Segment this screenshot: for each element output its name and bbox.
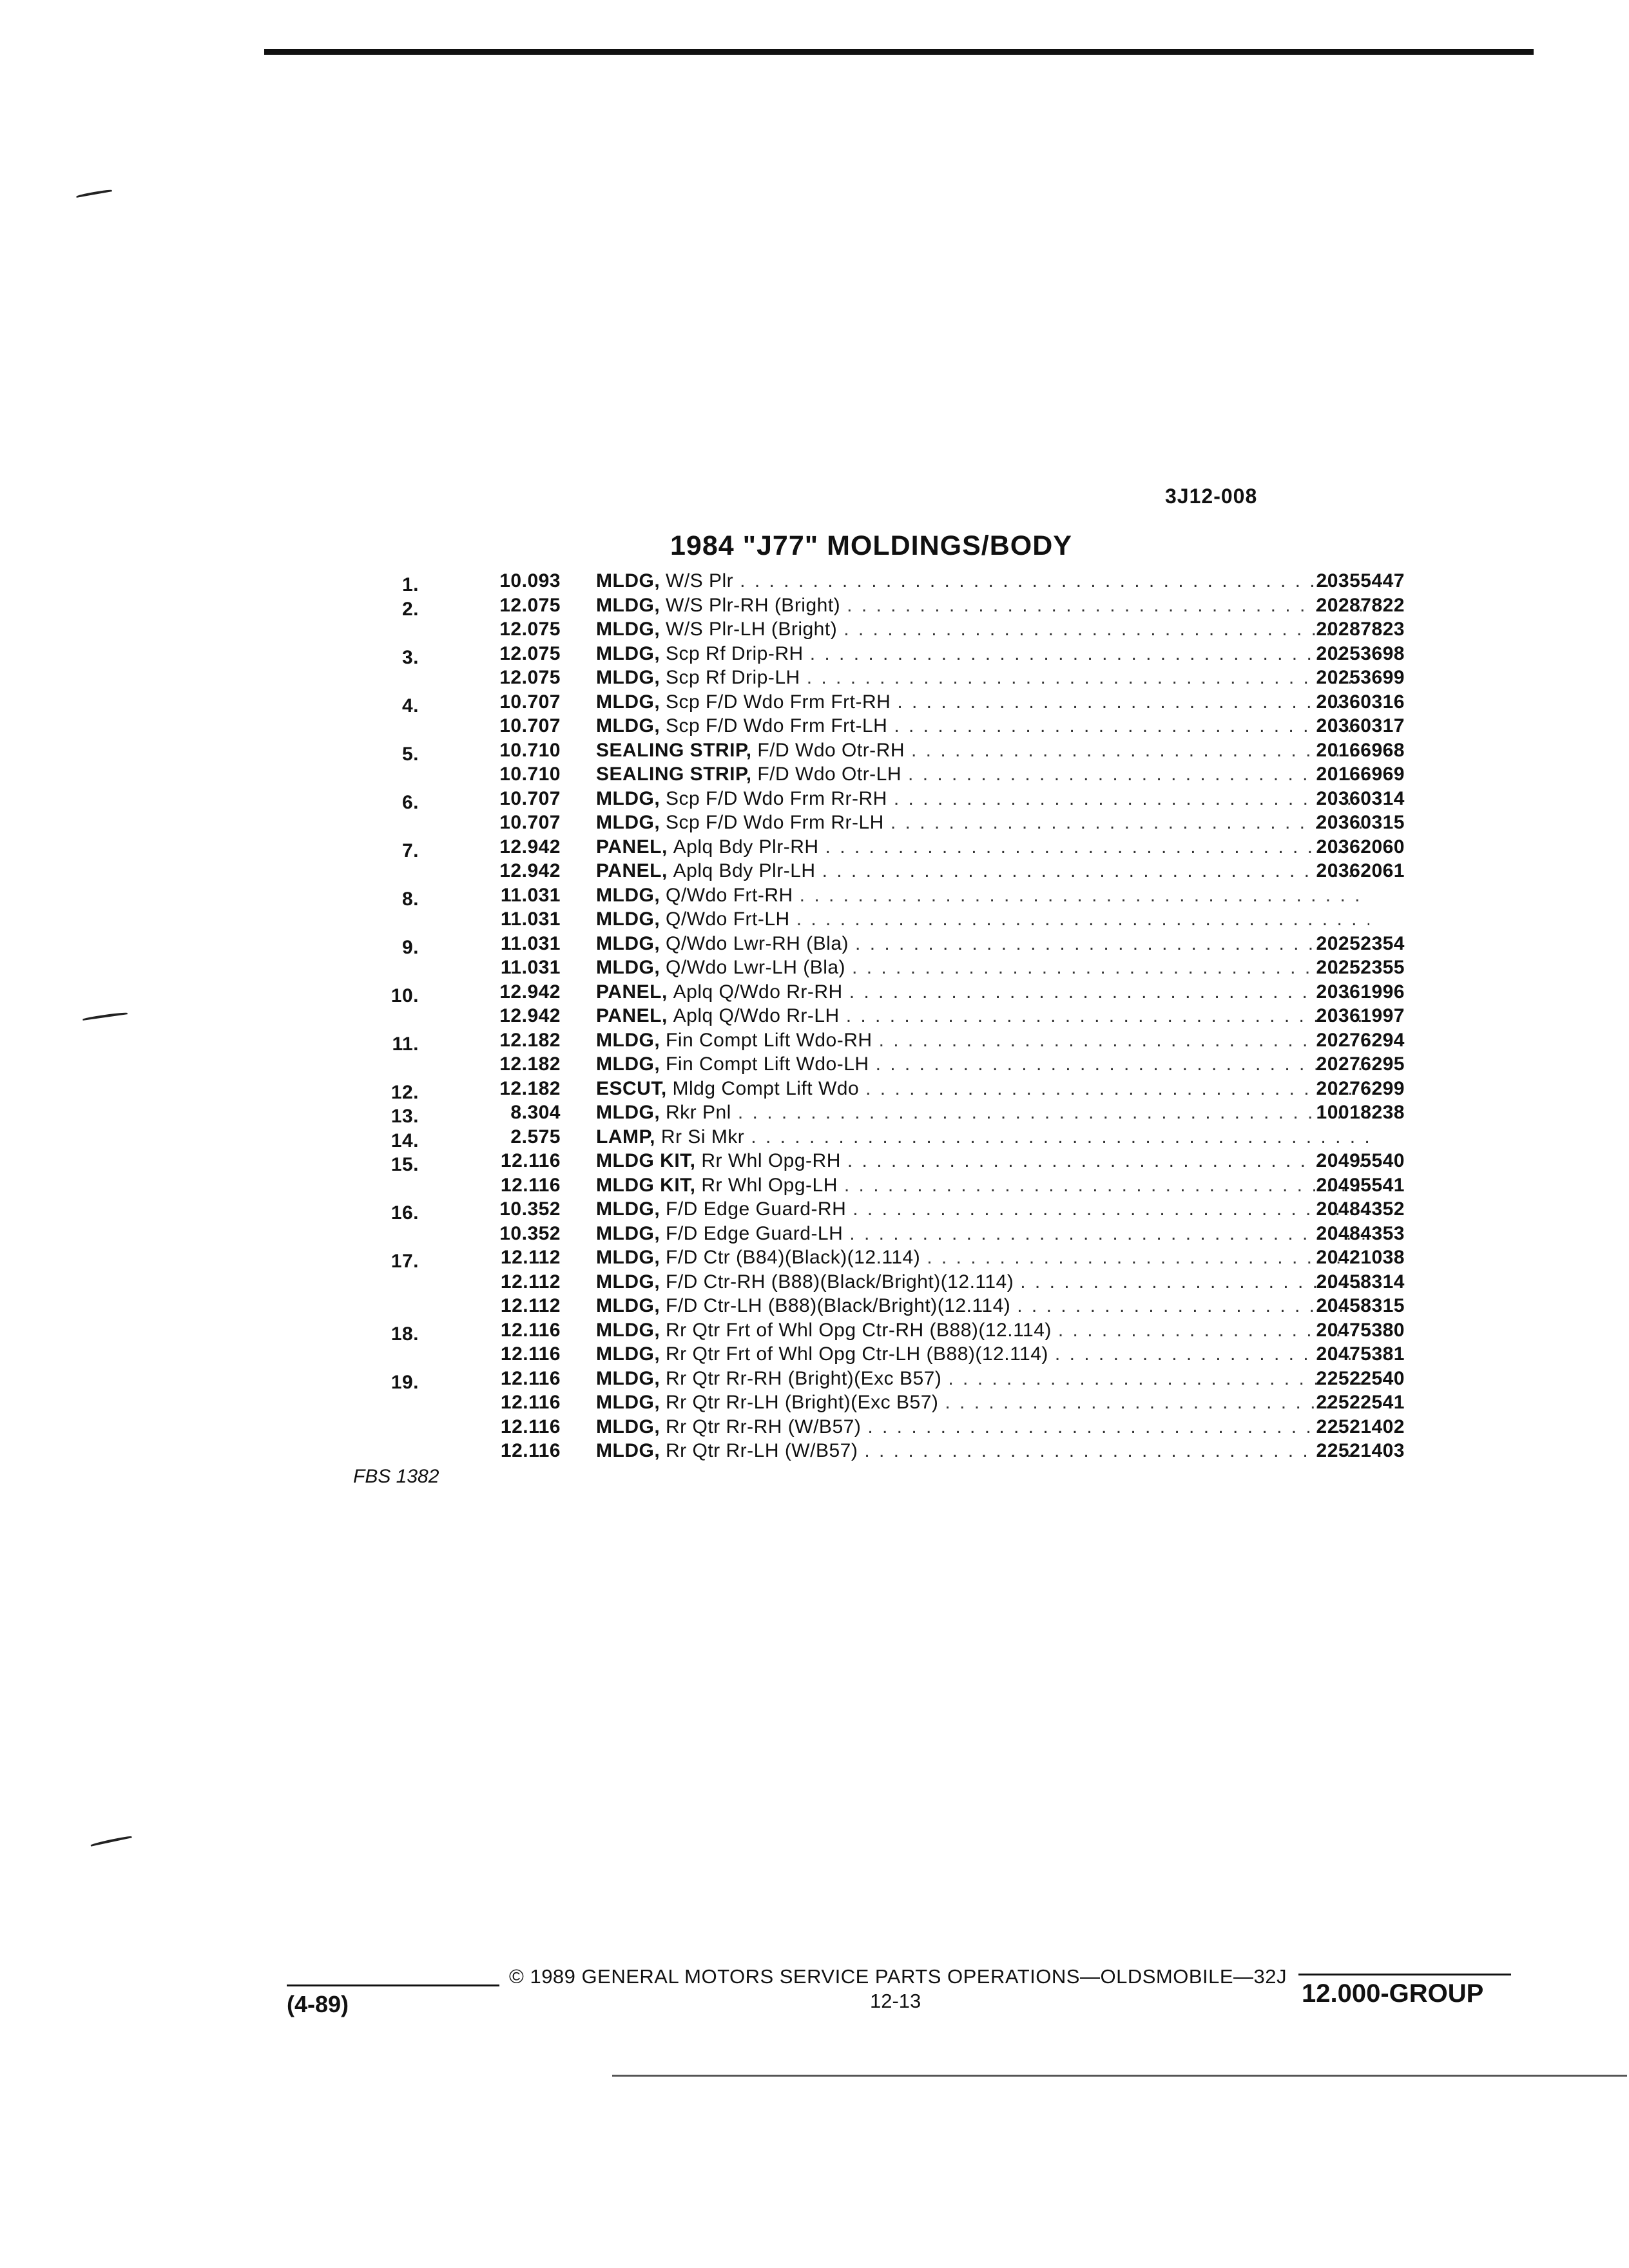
group-number: 12.116 <box>500 1367 561 1389</box>
part-type: MLDG, <box>596 1271 660 1293</box>
part-description <box>596 1175 1369 1196</box>
part-number: 20276299 <box>1316 1077 1405 1099</box>
part-type: MLDG, <box>596 1367 660 1389</box>
part-description <box>596 933 1369 955</box>
part-number: 20253698 <box>1316 642 1405 664</box>
part-type: PANEL, <box>596 836 668 858</box>
group-number: 10.707 <box>499 691 561 713</box>
part-description <box>596 788 1369 810</box>
part-number: 20253699 <box>1316 667 1405 688</box>
part-detail: F/D Wdo Otr-RH <box>757 739 905 761</box>
part-detail: Rr Whl Opg-RH <box>701 1150 841 1171</box>
part-description <box>596 1392 1369 1414</box>
part-number: 20495540 <box>1316 1150 1405 1171</box>
part-number: 10018238 <box>1316 1102 1405 1123</box>
group-number: 11.031 <box>500 908 561 930</box>
part-description <box>596 691 1369 713</box>
part-number: 20361997 <box>1316 1005 1405 1026</box>
group-number: 12.116 <box>500 1319 561 1341</box>
part-number: 20166968 <box>1316 739 1405 761</box>
part-description <box>596 740 1369 762</box>
parts-row <box>348 740 1405 764</box>
part-number: 20276295 <box>1316 1053 1405 1075</box>
item-index: 1. <box>401 574 419 595</box>
parts-row <box>348 691 1405 716</box>
part-detail: Q/Wdo Frt-LH <box>666 908 790 930</box>
parts-row <box>348 1440 1405 1465</box>
group-number: 12.075 <box>499 619 561 640</box>
item-index: 17. <box>390 1251 419 1272</box>
parts-row <box>348 981 1405 1006</box>
part-number: 20421038 <box>1316 1247 1405 1268</box>
part-description <box>596 1223 1369 1245</box>
part-number: 22521403 <box>1316 1440 1405 1461</box>
group-number: 10.352 <box>499 1222 561 1244</box>
part-type: MLDG, <box>596 1222 660 1244</box>
parts-row <box>348 570 1405 595</box>
part-type: MLDG KIT, <box>596 1174 696 1196</box>
part-type: MLDG, <box>596 691 660 713</box>
parts-row <box>348 1078 1405 1102</box>
part-detail: F/D Edge Guard-LH <box>666 1222 843 1244</box>
part-description <box>596 1416 1369 1438</box>
group-number: 12.116 <box>500 1416 561 1437</box>
group-number: 12.942 <box>499 836 561 858</box>
parts-row <box>348 1030 1405 1054</box>
part-number: 20252355 <box>1316 957 1405 978</box>
item-index: 9. <box>401 936 419 958</box>
part-type: ESCUT, <box>596 1077 667 1099</box>
part-number: 20475381 <box>1316 1343 1405 1365</box>
part-detail: Scp F/D Wdo Frm Rr-LH <box>666 812 884 833</box>
part-type: MLDG, <box>596 642 660 664</box>
group-number: 12.112 <box>500 1271 561 1293</box>
group-number: 12.112 <box>500 1295 561 1316</box>
part-detail: Fin Compt Lift Wdo-LH <box>666 1053 869 1075</box>
part-type: MLDG, <box>596 908 660 930</box>
part-description <box>596 1368 1369 1390</box>
part-detail: Scp Rf Drip-RH <box>666 642 804 664</box>
group-number: 12.116 <box>500 1440 561 1461</box>
part-description <box>596 1198 1369 1220</box>
part-description <box>596 836 1369 858</box>
item-index: 2. <box>401 598 419 620</box>
part-detail: F/D Ctr-RH (B88)(Black/Bright)(12.114) <box>666 1271 1014 1293</box>
part-description <box>596 1150 1369 1172</box>
part-number: 20458315 <box>1316 1295 1405 1316</box>
part-detail: Aplq Bdy Plr-RH <box>673 836 819 858</box>
part-description <box>596 643 1369 665</box>
part-number: 20360316 <box>1316 691 1405 713</box>
part-description <box>596 981 1369 1003</box>
part-type: MLDG, <box>596 932 660 954</box>
group-number: 11.031 <box>500 884 561 906</box>
part-number: 20360317 <box>1316 715 1405 736</box>
date-code: (4-89) <box>287 1991 349 2017</box>
part-detail: Rr Qtr Rr-LH (Bright)(Exc B57) <box>666 1392 939 1413</box>
group-number: 12.075 <box>499 594 561 616</box>
item-index: 10. <box>390 985 419 1006</box>
item-index: 12. <box>390 1081 419 1103</box>
dot-leader <box>751 1126 1369 1148</box>
part-description <box>596 667 1369 689</box>
part-type: SEALING STRIP, <box>596 764 752 785</box>
group-number: 12.075 <box>499 642 561 664</box>
part-type: MLDG KIT, <box>596 1150 696 1171</box>
part-number: 20484353 <box>1316 1222 1405 1244</box>
part-type: MLDG, <box>596 1198 660 1220</box>
group-number: 10.710 <box>499 739 561 761</box>
part-type: MLDG, <box>596 594 660 616</box>
group-number: 2.575 <box>510 1126 561 1148</box>
parts-row <box>348 619 1405 643</box>
part-number: 20287822 <box>1316 594 1405 616</box>
parts-row <box>348 885 1405 909</box>
part-detail: W/S Plr-RH (Bright) <box>666 594 841 616</box>
part-type: MLDG, <box>596 957 660 978</box>
part-detail: Scp F/D Wdo Frm Rr-RH <box>666 787 887 809</box>
group-number: 12.116 <box>500 1343 561 1365</box>
item-index: 6. <box>401 791 419 813</box>
part-description <box>596 619 1369 640</box>
scan-mark <box>76 189 112 198</box>
part-detail: Rr Whl Opg-LH <box>701 1174 838 1196</box>
part-number: 20360315 <box>1316 812 1405 833</box>
group-number: 12.942 <box>499 1005 561 1026</box>
part-description <box>596 1102 1369 1124</box>
parts-row <box>348 1320 1405 1344</box>
item-index: 13. <box>390 1106 419 1127</box>
part-description <box>596 860 1369 882</box>
part-detail: W/S Plr <box>666 570 734 591</box>
parts-row <box>348 957 1405 981</box>
part-type: PANEL, <box>596 1005 668 1026</box>
part-number: 20458314 <box>1316 1271 1405 1293</box>
part-detail: F/D Ctr (B84)(Black)(12.114) <box>666 1247 921 1268</box>
item-index: 11. <box>392 1033 419 1055</box>
part-description <box>596 812 1369 834</box>
group-number: 12.942 <box>499 860 561 881</box>
part-detail: Q/Wdo Lwr-RH (Bla) <box>666 932 849 954</box>
parts-row <box>348 1126 1405 1151</box>
part-number: 20287823 <box>1316 619 1405 640</box>
part-number: 20362061 <box>1316 860 1405 881</box>
parts-row <box>348 595 1405 619</box>
part-description <box>596 1295 1369 1317</box>
part-type: MLDG, <box>596 667 660 688</box>
part-detail: Rr Qtr Rr-RH (Bright)(Exc B57) <box>666 1367 942 1389</box>
part-number: 20166969 <box>1316 764 1405 785</box>
part-description <box>596 1005 1369 1027</box>
parts-list <box>348 570 1405 1465</box>
part-detail: Rr Qtr Rr-RH (W/B57) <box>666 1416 862 1437</box>
part-detail: Aplq Bdy Plr-LH <box>673 860 816 881</box>
parts-row <box>348 908 1405 933</box>
group-number: 10.707 <box>499 715 561 736</box>
part-detail: Rr Qtr Rr-LH (W/B57) <box>666 1440 858 1461</box>
part-type: PANEL, <box>596 981 668 1003</box>
part-number: 22522540 <box>1316 1367 1405 1389</box>
part-type: MLDG, <box>596 787 660 809</box>
group-number: 12.182 <box>499 1053 561 1075</box>
parts-row <box>348 1102 1405 1126</box>
part-detail: Scp Rf Drip-LH <box>666 667 800 688</box>
part-type: MLDG, <box>596 812 660 833</box>
group-number: 11.031 <box>500 932 561 954</box>
part-description <box>596 715 1369 737</box>
parts-row <box>348 1247 1405 1271</box>
parts-row <box>348 860 1405 885</box>
parts-row <box>348 1053 1405 1078</box>
part-type: MLDG, <box>596 1343 660 1365</box>
fbs-code: FBS 1382 <box>353 1466 439 1487</box>
parts-row <box>348 812 1405 836</box>
group-number: 12.116 <box>500 1174 561 1196</box>
part-detail: Rkr Pnl <box>666 1102 731 1123</box>
part-number: 20361996 <box>1316 981 1405 1003</box>
page-title: 1984 "J77" MOLDINGS/BODY <box>670 530 1072 561</box>
group-number: 12.942 <box>499 981 561 1003</box>
part-number: 22522541 <box>1316 1392 1405 1413</box>
part-description <box>596 908 1369 930</box>
footer-rule-right <box>1298 1974 1511 1975</box>
part-type: MLDG, <box>596 1295 660 1316</box>
part-number: 20276294 <box>1316 1029 1405 1051</box>
part-detail: W/S Plr-LH (Bright) <box>666 619 838 640</box>
part-detail: Rr Qtr Frt of Whl Opg Ctr-RH (B88)(12.114) <box>666 1319 1052 1341</box>
part-description <box>596 1126 1369 1148</box>
item-index: 14. <box>390 1129 419 1151</box>
part-description <box>596 1078 1369 1100</box>
group-number: 10.352 <box>499 1198 561 1220</box>
part-type: MLDG, <box>596 619 660 640</box>
scan-mark <box>82 1012 128 1021</box>
part-detail: F/D Ctr-LH (B88)(Black/Bright)(12.114) <box>666 1295 1011 1316</box>
part-number: 20360314 <box>1316 787 1405 809</box>
group-code: 12.000-GROUP <box>1302 1979 1484 2008</box>
group-number: 12.182 <box>499 1029 561 1051</box>
part-detail: F/D Edge Guard-RH <box>666 1198 847 1220</box>
parts-row <box>348 1271 1405 1296</box>
group-number: 10.707 <box>499 787 561 809</box>
part-number: 20484352 <box>1316 1198 1405 1220</box>
page-number: 12-13 <box>870 1990 921 2012</box>
parts-row <box>348 1416 1405 1441</box>
part-number: 20252354 <box>1316 932 1405 954</box>
part-type: MLDG, <box>596 1319 660 1341</box>
group-number: 12.116 <box>500 1392 561 1413</box>
item-index: 5. <box>401 743 419 765</box>
item-index: 7. <box>401 840 419 861</box>
part-type: SEALING STRIP, <box>596 739 752 761</box>
part-detail: Mldg Compt Lift Wdo <box>672 1077 860 1099</box>
part-description <box>596 885 1369 907</box>
part-number: 22521402 <box>1316 1416 1405 1437</box>
parts-row <box>348 1343 1405 1368</box>
group-number: 11.031 <box>500 957 561 978</box>
part-number: 20495541 <box>1316 1174 1405 1196</box>
group-number: 12.112 <box>500 1247 561 1268</box>
part-detail: Q/Wdo Frt-RH <box>666 884 793 906</box>
part-detail: Scp F/D Wdo Frm Frt-LH <box>666 715 888 736</box>
parts-row <box>348 1198 1405 1223</box>
part-type: MLDG, <box>596 1416 660 1437</box>
part-type: MLDG, <box>596 1247 660 1268</box>
part-description <box>596 570 1369 592</box>
reference-code: 3J12-008 <box>1165 485 1258 508</box>
part-type: MLDG, <box>596 1102 660 1123</box>
part-description <box>596 1343 1369 1365</box>
part-type: PANEL, <box>596 860 668 881</box>
part-type: LAMP, <box>596 1126 655 1148</box>
bottom-rule <box>612 2075 1627 2077</box>
part-detail: Rr Qtr Frt of Whl Opg Ctr-LH (B88)(12.114) <box>666 1343 1048 1365</box>
item-index: 18. <box>390 1323 419 1345</box>
parts-row <box>348 1223 1405 1247</box>
parts-row <box>348 836 1405 861</box>
parts-row <box>348 764 1405 788</box>
item-index: 3. <box>401 646 419 668</box>
dot-leader <box>796 908 1369 930</box>
part-detail: Scp F/D Wdo Frm Frt-RH <box>666 691 891 713</box>
part-type: MLDG, <box>596 1392 660 1413</box>
part-detail: F/D Wdo Otr-LH <box>757 764 902 785</box>
group-number: 12.116 <box>500 1150 561 1171</box>
parts-row <box>348 1295 1405 1320</box>
parts-row <box>348 788 1405 812</box>
part-type: MLDG, <box>596 884 660 906</box>
parts-row <box>348 667 1405 691</box>
part-description <box>596 1030 1369 1052</box>
item-index: 19. <box>390 1371 419 1393</box>
group-number: 12.182 <box>499 1077 561 1099</box>
parts-row <box>348 1175 1405 1199</box>
part-description <box>596 595 1369 617</box>
parts-row <box>348 1392 1405 1416</box>
scan-mark <box>90 1835 131 1846</box>
part-number: 20355447 <box>1316 570 1405 591</box>
part-detail: Fin Compt Lift Wdo-RH <box>666 1029 872 1051</box>
parts-row <box>348 643 1405 668</box>
parts-row <box>348 715 1405 740</box>
group-number: 10.710 <box>499 764 561 785</box>
part-description <box>596 1053 1369 1075</box>
item-index: 16. <box>390 1202 419 1224</box>
part-type: MLDG, <box>596 1440 660 1461</box>
item-index: 15. <box>390 1154 419 1175</box>
part-description <box>596 1247 1369 1269</box>
item-index: 8. <box>401 888 419 910</box>
parts-row <box>348 933 1405 957</box>
part-detail: Aplq Q/Wdo Rr-LH <box>673 1005 840 1026</box>
top-rule <box>264 49 1534 55</box>
parts-row <box>348 1368 1405 1392</box>
part-description <box>596 1320 1369 1341</box>
dot-leader <box>800 885 1369 907</box>
item-index: 4. <box>401 695 419 716</box>
part-detail: Q/Wdo Lwr-LH (Bla) <box>666 957 846 978</box>
part-detail: Rr Si Mkr <box>660 1126 745 1148</box>
group-number: 8.304 <box>510 1102 561 1123</box>
part-type: MLDG, <box>596 1053 660 1075</box>
part-description <box>596 764 1369 785</box>
part-detail: Aplq Q/Wdo Rr-RH <box>673 981 843 1003</box>
group-number: 10.707 <box>499 812 561 833</box>
part-number: 20475380 <box>1316 1319 1405 1341</box>
part-type: MLDG, <box>596 570 660 591</box>
part-type: MLDG, <box>596 1029 660 1051</box>
part-description <box>596 957 1369 979</box>
part-number: 20362060 <box>1316 836 1405 858</box>
parts-row <box>348 1005 1405 1030</box>
footer-rule-left <box>287 1984 499 1986</box>
copyright-line: © 1989 GENERAL MOTORS SERVICE PARTS OPERATIONS—OLDSMOBILE—32J <box>509 1965 1287 1988</box>
part-description <box>596 1271 1369 1293</box>
group-number: 10.093 <box>499 570 561 591</box>
part-description <box>596 1440 1369 1462</box>
parts-row <box>348 1150 1405 1175</box>
part-type: MLDG, <box>596 715 660 736</box>
group-number: 12.075 <box>499 667 561 688</box>
